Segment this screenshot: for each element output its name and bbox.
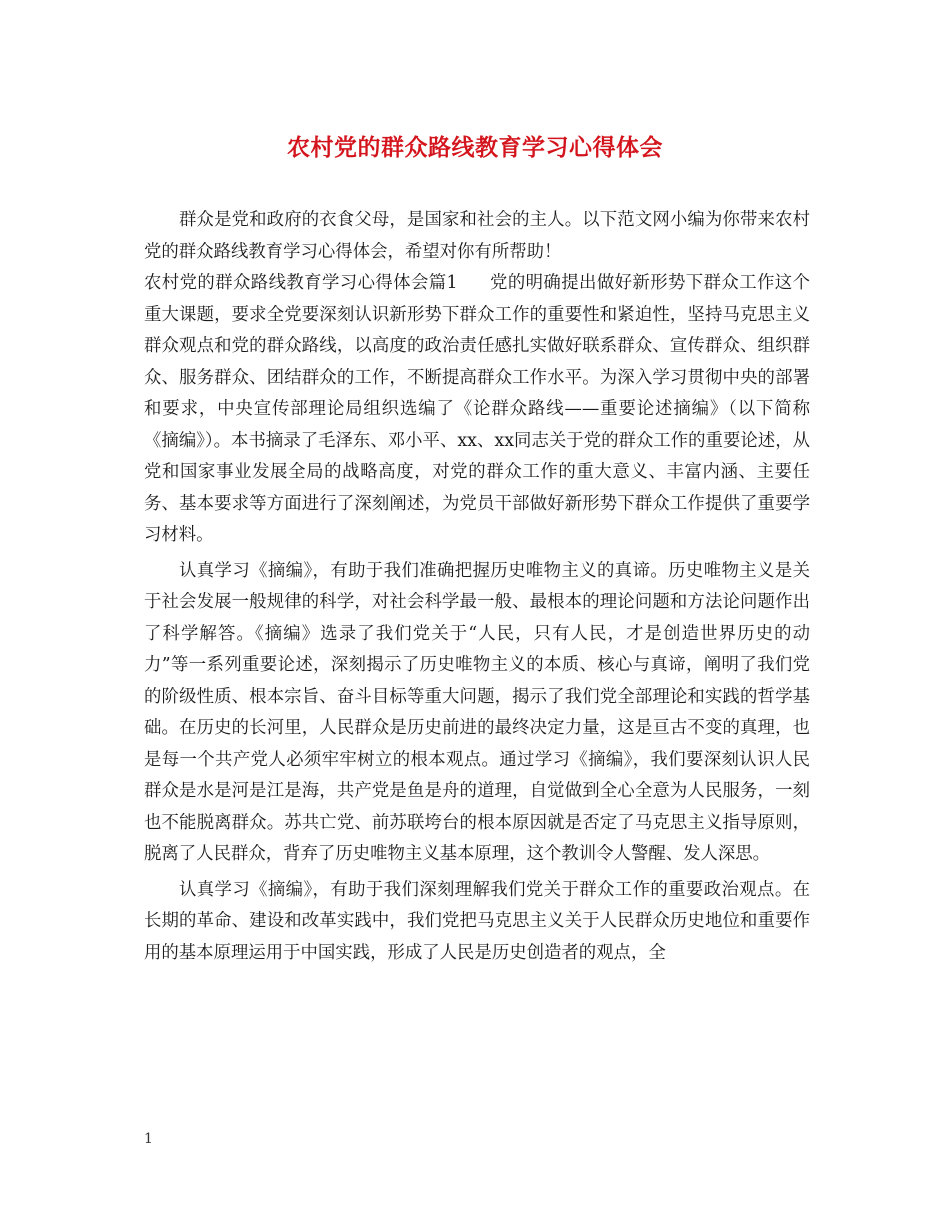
- page-number: 1: [144, 1131, 153, 1147]
- document-title: 农村党的群众路线教育学习心得体会: [287, 134, 663, 161]
- paragraph-3: 认真学习《摘编》，有助于我们深刻理解我们党关于群众工作的重要政治观点。在长期的革命、建设和改革实践中，我们党把马克思主义关于人民群众历史地位和重要作用的基本原理运用于中国实践，形成了人民是历史创造者的观点，全: [144, 879, 810, 963]
- section-heading: 农村党的群众路线教育学习心得体会篇1: [144, 273, 458, 293]
- paragraph-1: 党的明确提出做好新形势下群众工作这个重大课题，要求全党要深刻认识新形势下群众工作的重要性和紧迫性，坚持马克思主义群众观点和党的群众路线，以高度的政治责任感扎实做好联系群众、宣传群众、组织群众、服务群众、团结群众的工作，不断提高群众工作水平。为深入学习贯彻中央的部署和要求，中央宣传部理论局组织选编了《论群众路线——重要论述摘编》（以下简称《摘编》）。本书摘录了毛泽东、邓小平、xx、xx同志关于党的群众工作的重要论述，从党和国家事业发展全局的战略高度，对党的群众工作的重大意义、丰富内涵、主要任务、基本要求等方面进行了深刻阐述，为党员干部做好新形势下群众工作提供了重要学习材料。: [144, 273, 810, 545]
- document-body: [144, 205, 810, 969]
- intro-paragraph: 群众是党和政府的衣食父母，是国家和社会的主人。以下范文网小编为你带来农村党的群众路线教育学习心得体会，希望对你有所帮助！: [144, 210, 810, 262]
- paragraph-2: 认真学习《摘编》，有助于我们准确把握历史唯物主义的真谛。历史唯物主义是关于社会发展一般规律的科学，对社会科学最一般、最根本的理论问题和方法论问题作出了科学解答。《摘编》选录了我们党关于“人民，只有人民，才是创造世界历史的动力”等一系列重要论述，深刻揭示了历史唯物主义的本质、核心与真谛，阐明了我们党的阶级性质、根本宗旨、奋斗目标等重大问题，揭示了我们党全部理论和实践的哲学基础。在历史的长河里，人民群众是历史前进的最终决定力量，这是亘古不变的真理，也是每一个共产党人必须牢牢树立的根本观点。通过学习《摘编》，我们要深刻认识人民群众是水是河是江是海，共产党是鱼是舟的道理，自觉做到全心全意为人民服务，一刻也不能脱离群众。苏共亡党、前苏联垮台的根本原因就是否定了马克思主义指导原则，脱离了人民群众，背弃了历史唯物主义基本原理，这个教训令人警醒、发人深思。: [144, 560, 810, 864]
- section-1: [144, 268, 810, 552]
